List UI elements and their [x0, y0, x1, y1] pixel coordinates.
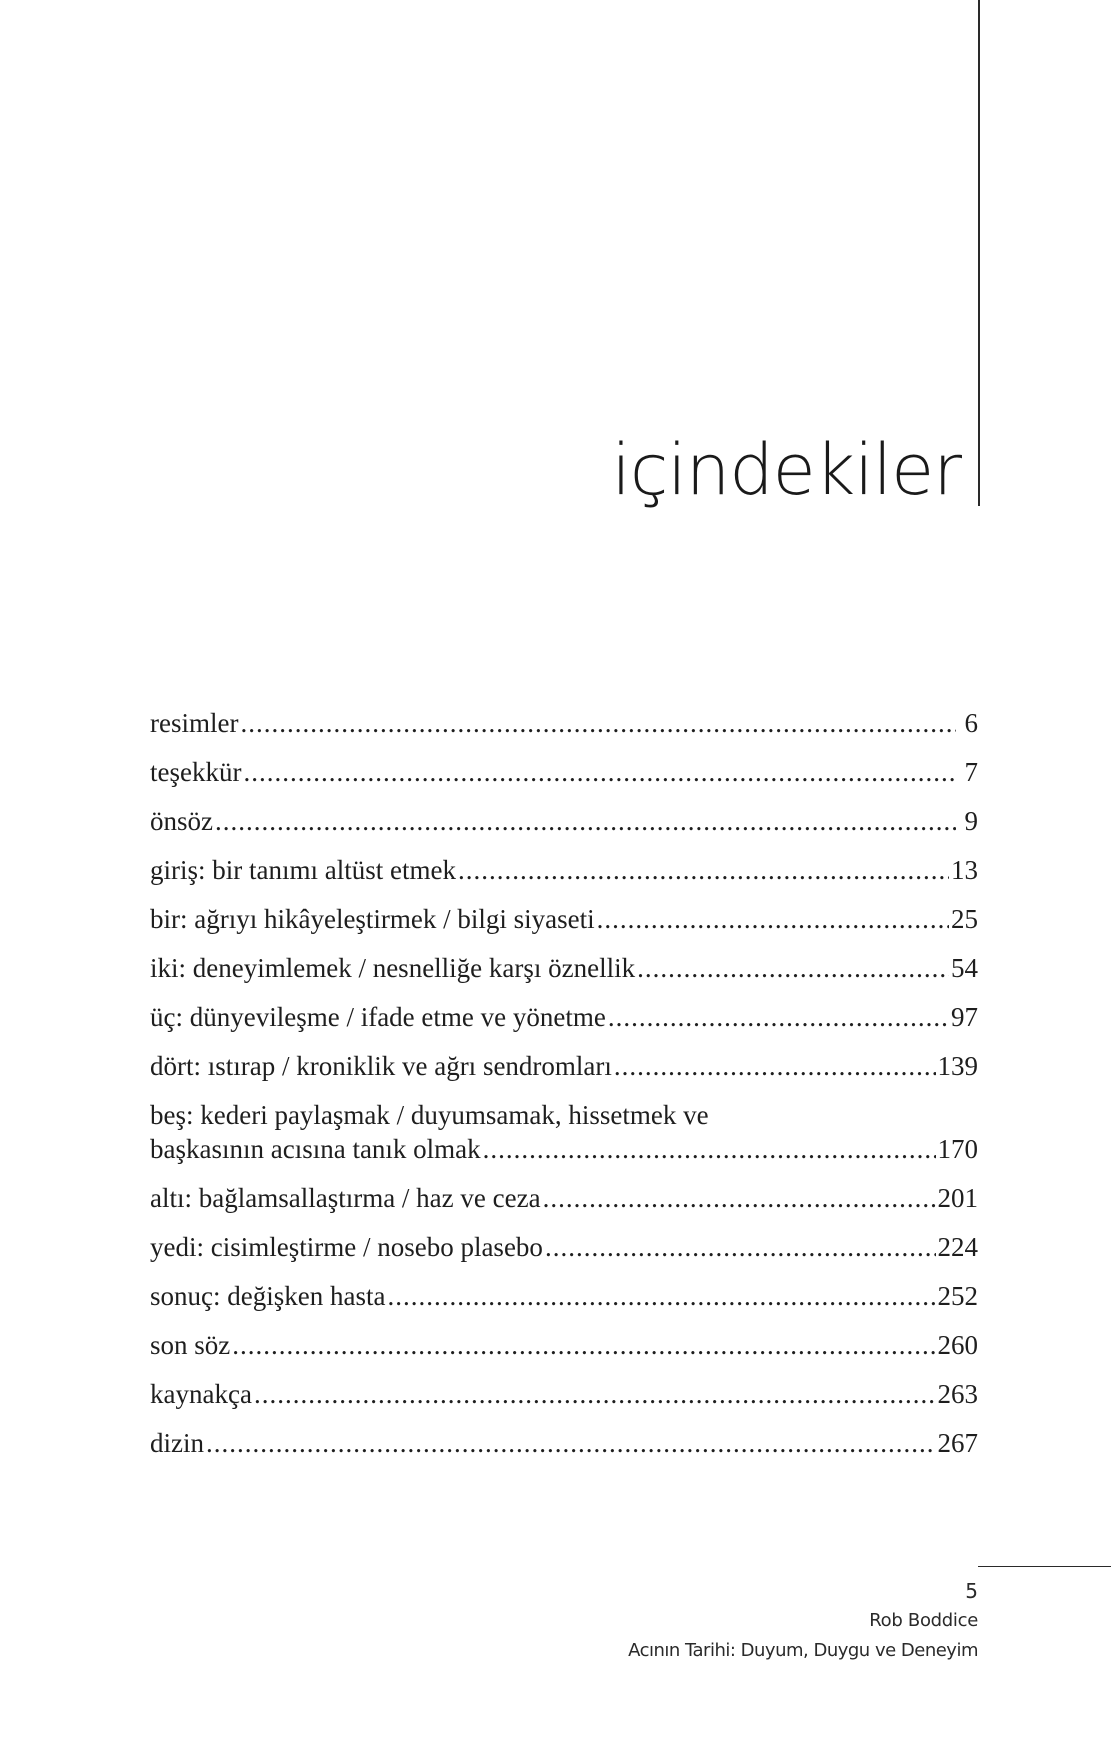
footer-rule — [978, 1566, 1111, 1567]
toc-entry-page: 224 — [937, 1232, 978, 1262]
toc-entry[interactable] — [150, 1098, 978, 1166]
toc-entry-page: 97 — [951, 1002, 978, 1032]
toc-entry-title: kaynakça — [150, 1379, 252, 1409]
footer-author: Rob Boddice — [869, 1610, 978, 1631]
toc-entry[interactable] — [150, 1049, 978, 1083]
toc-entry[interactable] — [150, 804, 978, 838]
toc-leader-dots — [206, 1426, 936, 1460]
toc-leader-dots — [243, 755, 956, 789]
toc-entry[interactable] — [150, 1000, 978, 1034]
toc-entry[interactable] — [150, 706, 978, 740]
toc-entry-page: 139 — [937, 1051, 978, 1081]
toc-entry-page: 252 — [937, 1281, 978, 1311]
toc-leader-dots — [614, 1049, 936, 1083]
toc-entry-page: 267 — [937, 1428, 978, 1458]
toc-leader-dots — [597, 902, 949, 936]
toc-entry[interactable] — [150, 755, 978, 789]
page-title: içindekiler — [611, 429, 961, 511]
page-footer — [628, 1576, 978, 1666]
toc-entry-title: dört: ıstırap / kroniklik ve ağrı sendromları — [150, 1051, 612, 1081]
toc-entry-title: iki: deneyimlemek / nesnelliğe karşı öznellik — [150, 953, 636, 983]
toc-entry[interactable] — [150, 1279, 978, 1313]
toc-leader-dots — [545, 1230, 936, 1264]
toc-entry[interactable] — [150, 1181, 978, 1215]
toc-entry[interactable] — [150, 951, 978, 985]
page-number: 5 — [965, 1579, 978, 1603]
toc-entry-page: 260 — [937, 1330, 978, 1360]
toc-entry-title: bir: ağrıyı hikâyeleştirmek / bilgi siyaseti — [150, 904, 595, 934]
toc-entry-title: yedi: cisimleştirme / nosebo plasebo — [150, 1232, 543, 1262]
toc-entry-title: önsöz — [150, 806, 213, 836]
toc-entry-page: 201 — [937, 1183, 978, 1213]
toc-entry-title-line2: başkasının acısına tanık olmak — [150, 1134, 481, 1164]
toc-entry-title: üç: dünyevileşme / ifade etme ve yönetme — [150, 1002, 606, 1032]
toc-entry[interactable] — [150, 1377, 978, 1411]
toc-entry-page: 170 — [937, 1134, 978, 1164]
toc-entry[interactable] — [150, 902, 978, 936]
toc-leader-dots — [215, 804, 956, 838]
toc-entry-title: son söz — [150, 1330, 231, 1360]
toc-entry-page: 7 — [964, 757, 978, 787]
vertical-rule-top — [978, 0, 980, 506]
toc-leader-dots — [240, 706, 956, 740]
toc-leader-dots — [254, 1377, 936, 1411]
toc-entry-title: resimler — [150, 708, 239, 738]
toc-entry-page: 6 — [964, 708, 978, 738]
toc-entry-title: sonuç: değişken hasta — [150, 1281, 386, 1311]
toc-entry[interactable] — [150, 1230, 978, 1264]
toc-entry-page: 9 — [964, 806, 978, 836]
toc-entry[interactable] — [150, 853, 978, 887]
toc-entry-title-line1: beş: kederi paylaşmak / duyumsamak, hissetmek ve — [150, 1100, 709, 1130]
toc-entry[interactable] — [150, 1328, 978, 1362]
toc-entry-title: giriş: bir tanımı altüst etmek — [150, 855, 456, 885]
toc-leader-dots — [543, 1181, 936, 1215]
toc-entry-line2 — [150, 1132, 978, 1166]
toc-entry-title: teşekkür — [150, 757, 242, 787]
table-of-contents — [150, 706, 978, 1475]
toc-leader-dots — [608, 1000, 949, 1034]
toc-entry-page: 25 — [951, 904, 978, 934]
toc-entry[interactable] — [150, 1426, 978, 1460]
toc-leader-dots — [458, 853, 949, 887]
toc-entry-title: altı: bağlamsallaştırma / haz ve ceza — [150, 1183, 541, 1213]
footer-book-title: Acının Tarihi: Duyum, Duygu ve Deneyim — [628, 1640, 978, 1661]
toc-entry-page: 54 — [951, 953, 978, 983]
toc-entry-page: 13 — [951, 855, 978, 885]
toc-entry-title: dizin — [150, 1428, 204, 1458]
toc-leader-dots — [483, 1132, 936, 1166]
toc-leader-dots — [387, 1279, 935, 1313]
toc-leader-dots — [637, 951, 949, 985]
toc-entry-page: 263 — [937, 1379, 978, 1409]
toc-leader-dots — [232, 1328, 935, 1362]
